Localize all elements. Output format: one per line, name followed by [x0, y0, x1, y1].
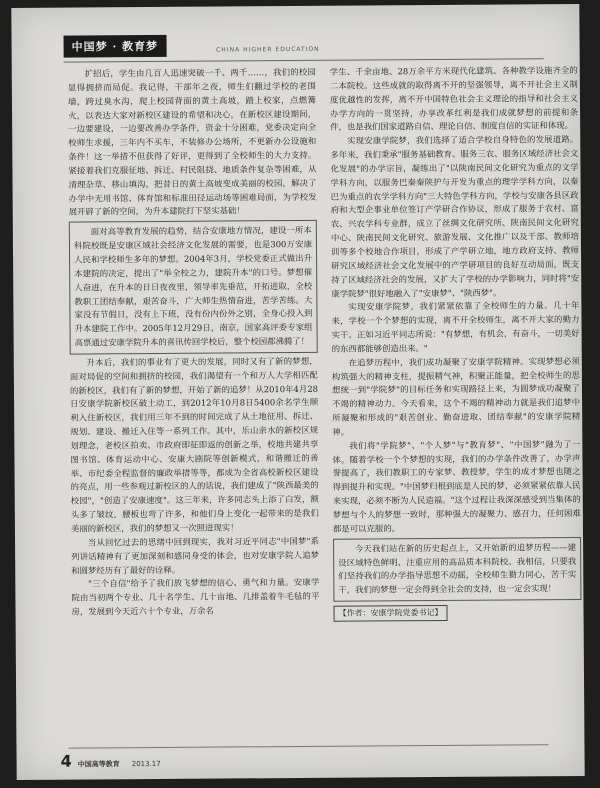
journal-name: 中国高等教育 — [77, 760, 120, 769]
page-footer — [61, 751, 161, 771]
paragraph: 学生、千余亩地、28万余平方米现代化建筑、各种教学设施齐全的二本院校。这些成就的取得离不开的坚强领导，离不开社会主义制度优越性的发挥，离不开中国特色社会主义理论的指导和社会主义办学方向的一贯坚持，办享改革红利是我们成就梦想的前提和条件，也是我们国家道路自信、理论自信、制度自信的实证和体现。 — [329, 65, 579, 133]
footer-divider — [68, 744, 548, 748]
page-header — [64, 34, 320, 58]
magazine-page — [11, 4, 584, 780]
paragraph: 升本后，我们的事业有了更大的发展，同时又有了新的梦想，面对局促的空间和拥挤的校园，我们渴望有一个和万人大学相匹配的新校区，我们有了新的梦想，开始了新的追梦！从2010年4月28日安康学院新校区破土动工，到2012年10月8日5400余名学生顺利入住新校区，我们用三年不到的时间完成了从土地征用、拆迁、规划、建设、搬迁入住等一系列工作。其中，乐山亲水的新校区规划理念，老校区拍卖、市政府即征即返的创新之举，校地共建共享图书馆、体育运动中心、安康大剧院等创新模式，和谐搬迁的善举、市纪委全程监督的廉政举措等等，都成为全省高校新校区建设的亮点，用一些参观过新校区的人的话说，我们建成了"陕西最美的校园"，"创造了安康速度"。这三年来，许多同志头上添了白发，额头多了皱纹，腰板也弯了许多，和他们身上变化一起带来的是我们美丽的新校区，我们的梦想又一次照进现实！ — [69, 355, 319, 534]
paragraph: 实现安康学院梦，我们选择了适合学校自身特色的发展道路。多年来，我们秉承"服务基础教育、服务三农、服务区域经济社会文化发展"的办学宗旨，凝练出了"以陕南民间文化研究为重点的文学学科方向，以服务巴秦秦陕护与开发为重点的理学学科方向，以秦巴为重点的农学学科方向"三大特色学科方向，学校与安康各县区政府和大型企事业单位签订产学研合作协议，形成了服务于农村、富农、兴农学科专业群，成立了丝绸文化研究所、陕南民间文化研究中心、陕南民间文化研究、旅游发展、文化推广以及干部、教师培训等多个校地合作项目，形成了产学研立地，地方政府支持、教师研究区域经济社会文化发展中的产学研项目的良好互动局面，既支持了区域经济社会的发展，又扩大了学校的办学影响力，同时将"安康学院梦"很好地融入了"安康梦"、"陕西梦"。 — [330, 134, 580, 299]
paragraph: 在追梦历程中，我们成功凝聚了安康学院精神。实现梦想必须构筑强大的精神支柱，提振精气神，积聚正能量，把全校师生的思想统一到"学院梦"的目标任务和实现路径上来，为圆梦成功凝聚了不竭的精神动力。今天看来，这个不竭的精神动力就是我们追梦中所凝聚和形成的"艰苦创业、勤奋进取、团结奉献"的安康学院精神。 — [331, 355, 581, 437]
paragraph: 当从回忆过去的思绪中回到现实，我对习近平同志"中国梦"系列讲话精神有了更加深刻和感同身受的体会，也对安康学院人追梦和圆梦经历有了最好的诠释。 — [71, 535, 320, 576]
highlight-paragraph: 面对高等教育发展的趋势，结合安康地方情况，建设一所本科院校既是安康区域社会经济文化发展的需要，也是300万安康人民和学校师生多年的梦想。2004年3月，学校党委正式做出升本建院的决定，提出了"举全校之力，建院升本"的口号。梦想催人奋进，在升本的日日夜夜里，领导率先垂范，开拓进取，全校教职工团结奉献，艰苦奋斗，广大师生热情奋进，苦学苦练。大家没有节假日，没有上下班，没有份内份外之别，全身心投入到升本建院工作中。2005年12月29日，南京，国家高评委专家组高票通过安康学院升本的喜讯传回学校后，整个校园都沸腾了！ — [69, 220, 318, 354]
journal-english-name: CHINA HIGHER EDUCATION — [216, 45, 320, 54]
issue-number: 2013.17 — [131, 759, 161, 769]
page-number: 4 — [60, 751, 72, 771]
author-byline: 【作者：安康学院党委书记】 — [333, 605, 447, 622]
section-badge: 中国梦 · 教育梦 — [64, 35, 167, 58]
paragraph: 我们将"学院梦"、"个人梦"与"教育梦"、"中国梦"融为了一体。随着学校一个个梦想的实现，我们的办学条件改善了，办学声誉提高了，我们教职工的专家梦、教授梦，学生的成才梦想也随之得到提升和实现。"中国梦归根到底是人民的梦，必须紧紧依靠人民来实现，必须不断为人民造福。"这个过程让我深深感受到当集体的梦想与个人的梦想一致时，那种强大的凝聚力、感召力，任何困难都是可以克服的。 — [332, 438, 581, 534]
paragraph: "三个自信"给予了我们放飞梦想的信心、勇气和力量。安康学院由当初两个专业、几十名学生、几十亩地、几排盖着牛毛毡的平房，发展到今天近六十个专业，万余名 — [71, 577, 320, 617]
paragraph: 实现安康学院梦，我们紧紧依靠了全校师生的力量。几十年来，学校一个个梦想的实现，离不开全校师生，离不开大家的勤力实干。正如习近平同志所说："有梦想，有机会，有奋斗，一切美好的东西都能够创造出来。" — [331, 300, 580, 354]
right-column — [330, 64, 582, 622]
left-column — [68, 66, 320, 620]
paragraph: 扩招后，学生由几百人迅速突破一千、两千……，我们的校园显得拥挤而局促。我记得，干部年之夜，师生们翻过学校的老围墙，跨过臭水沟，爬上校园背面的黄土高坡，踏上校家，点燃篝火，以表达大家对新校区建设的希望和决心，在新校区建设期间，一边要建设，一边要改善办学条件，资金十分困难，党委决定向全校师生求援，三年内不买车，不装修办公场所，不更新办公设施和条件！这一举措不但获得了好评，更得到了全校师生的大力支持。紧接着我们克服征地、拆迁、村民阻挠、地质条件复杂等困难，从清理杂草、移山填沟，把昔日的黄土高坡变成美丽的校园，解决了办学中无用书馆、体育馆和标准田径运动场等困难局面，为学校发展开辟了新的空间，为升本建院打下坚实基础！ — [67, 66, 317, 218]
highlight-paragraph: 今天我们站在新的历史起点上，又开始新的追梦历程——建设区域特色鲜明、注重应用的高品质本科院校。我相信，只要我们坚持我们的办学指导思想不动摇，全校师生勠力同心，苦干实干，我们的梦想一定会得到全社会的支持，也一定会实现！ — [333, 537, 581, 602]
header-divider — [64, 58, 544, 62]
